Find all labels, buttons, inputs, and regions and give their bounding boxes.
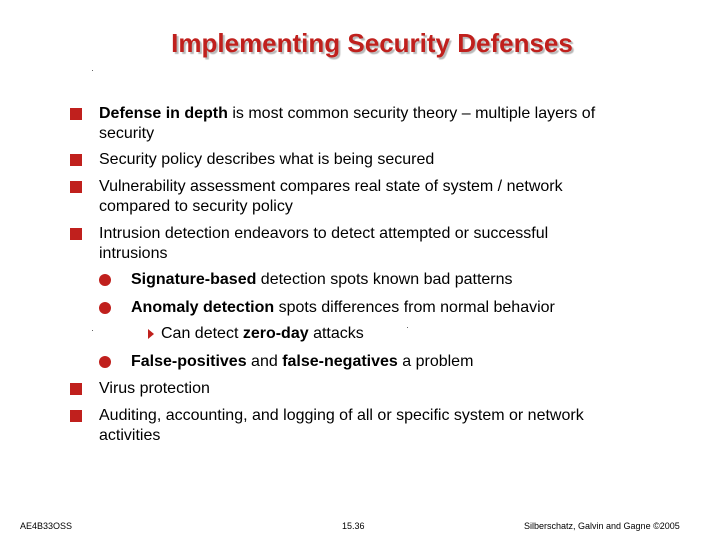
square-bullet-icon — [70, 108, 82, 120]
sub-bullet-text: Anomaly detection spots differences from normal behavior — [131, 299, 555, 316]
bullet-text: Auditing, accounting, and logging of all or specific system or network activities — [99, 407, 584, 444]
circle-bullet-icon — [99, 274, 111, 286]
stray-dot — [92, 330, 93, 331]
bold-term: Signature-based — [131, 271, 257, 288]
bold-term: Anomaly detection — [131, 299, 275, 316]
stray-dot — [92, 70, 93, 71]
footer-course: AE4B33OSS — [20, 521, 73, 531]
sub-sub-bullet-text: Can detect zero-day attacks — [161, 325, 364, 342]
bullet-text: Security policy describes what is being secured — [99, 151, 435, 168]
square-bullet-icon — [70, 228, 82, 240]
square-bullet-icon — [70, 410, 82, 422]
sub-bullet-text: Signature-based detection spots known bad patterns — [131, 271, 513, 288]
bullet-text: Virus protection — [99, 380, 210, 397]
bold-term: false-negatives — [282, 353, 398, 370]
bullet-text: Vulnerability assessment compares real state of system / network compared to security policy — [99, 178, 563, 215]
bullet-text: Defense in depth is most common security theory – multiple layers of security — [99, 105, 596, 142]
footer-page-number: 15.36 — [342, 521, 365, 531]
sub-bullet-text: False-positives and false-negatives a problem — [131, 353, 474, 370]
bullet-text: Intrusion detection endeavors to detect attempted or successful intrusions — [99, 225, 549, 262]
circle-bullet-icon — [99, 302, 111, 314]
square-bullet-icon — [70, 181, 82, 193]
footer-credit: Silberschatz, Galvin and Gagne ©2005 — [524, 521, 680, 531]
bold-term: Defense in depth — [99, 105, 228, 122]
square-bullet-icon — [70, 154, 82, 166]
stray-dot — [407, 327, 408, 328]
circle-bullet-icon — [99, 356, 111, 368]
triangle-bullet-icon — [148, 329, 154, 339]
bold-term: False-positives — [131, 353, 247, 370]
slide-title: Implementing Security Defenses — [171, 28, 573, 58]
bold-term: zero-day — [242, 325, 309, 342]
square-bullet-icon — [70, 383, 82, 395]
